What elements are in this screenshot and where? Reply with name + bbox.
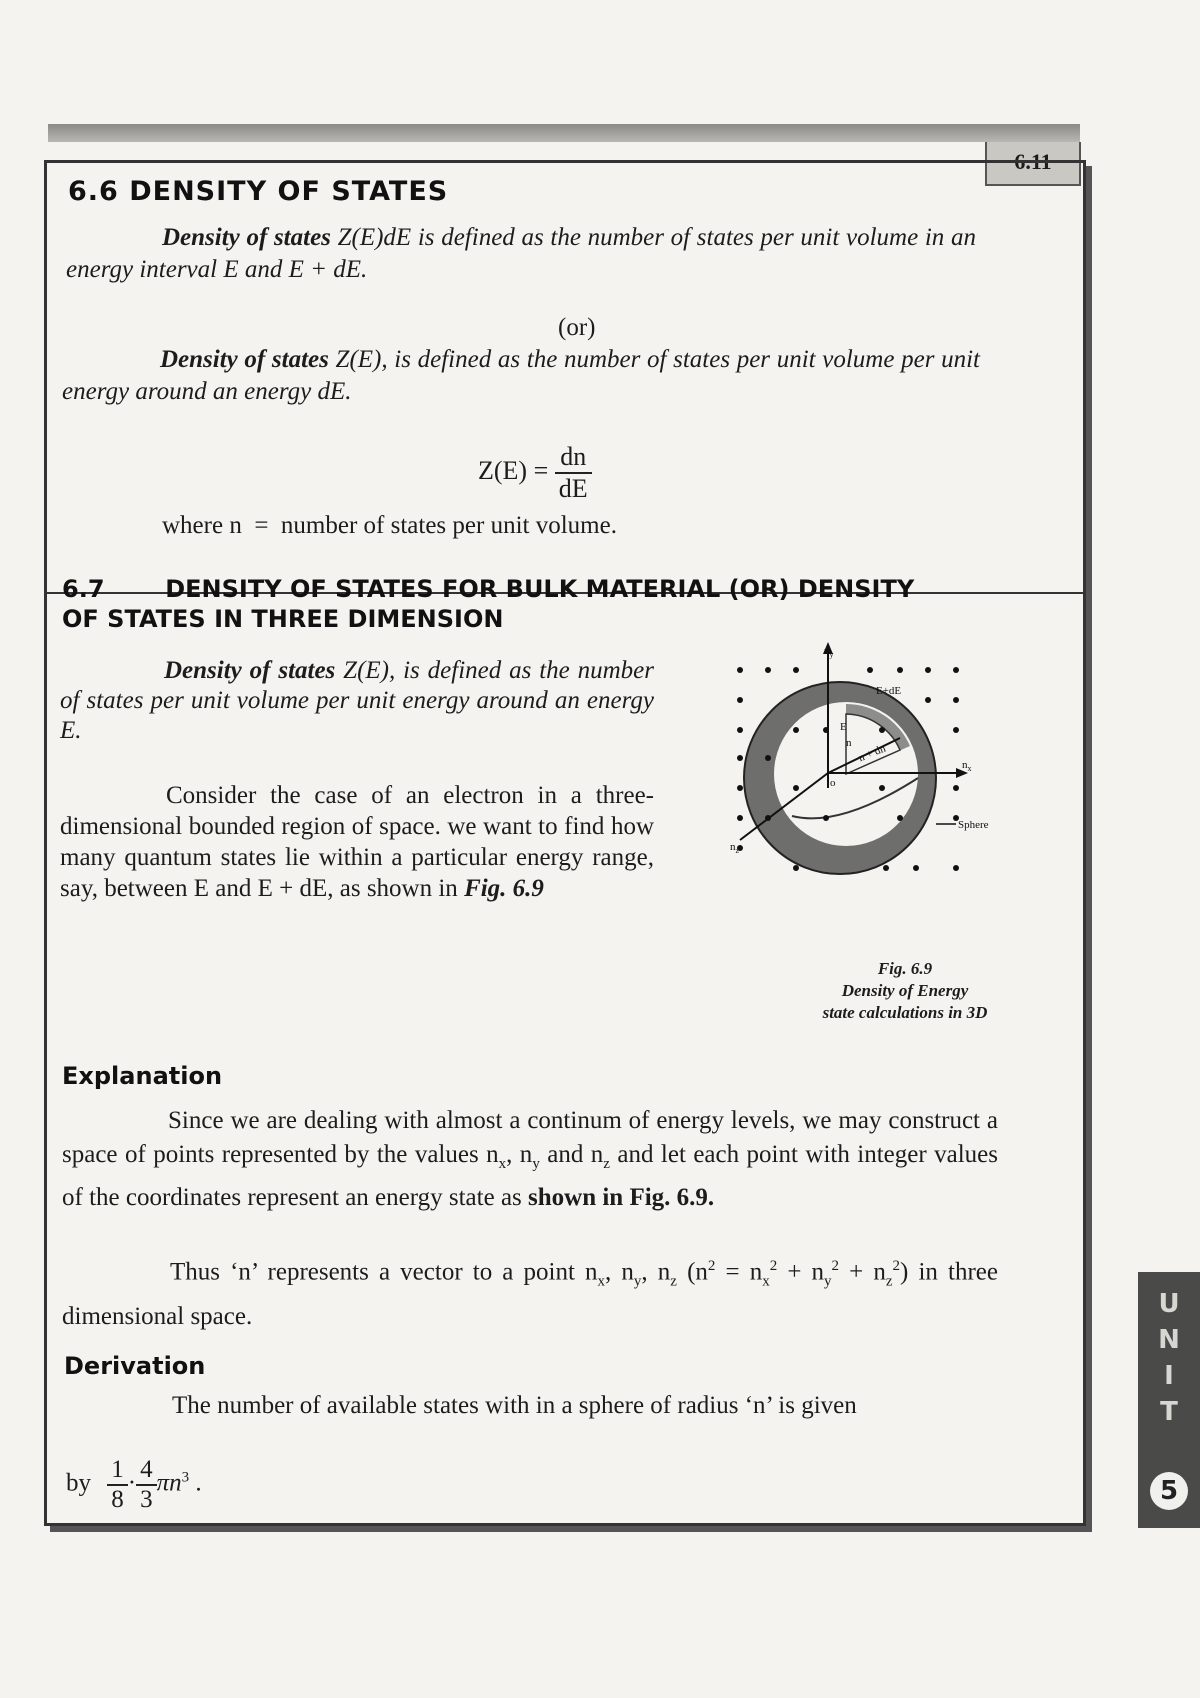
derivation-paragraph: The number of available states with in a sphere of radius ‘n’ is given <box>172 1392 857 1419</box>
definition-3: Density of states Z(E), is defined as the number of states per unit volume per unit energy around an energy E. <box>60 657 655 744</box>
label-e: E <box>840 721 847 733</box>
explanation-heading: Explanation <box>62 1062 223 1090</box>
consider-paragraph: Consider the case of an electron in a three-dimensional bounded region of space. we want to find how many quantum states lie within a particular energy range, say, between E and E + dE, as shown in Fig. 6.9 <box>60 782 654 902</box>
label-origin: o <box>830 777 836 789</box>
where-clause: where n = number of states per unit volume. <box>162 512 617 539</box>
label-nx: $n_x$ <box>962 759 972 773</box>
unit-side-tab: U N I T 5 <box>1138 1272 1200 1528</box>
eq-denominator: dE <box>558 474 588 503</box>
vector-paragraph: Thus ‘n’ represents a vector to a point $n_x$, $n_y$, $n_z$ $(n^2 = n_x^2 + n_y^2 + n_z^2)$ in three dimensional space. <box>62 1258 999 1331</box>
label-ny: $n_y$ <box>824 645 834 659</box>
label-sphere: Sphere <box>958 819 989 831</box>
density-equation: Z(E) = $\frac{dn}{dE}$ <box>478 442 592 504</box>
eq-numerator: dn <box>555 442 592 474</box>
page-number: 6.11 <box>985 142 1081 186</box>
figure-6-9 <box>700 628 1060 948</box>
definition-2: Density of states Z(E), is defined as the number of states per unit volume per unit energy around an energy dE. <box>62 346 980 405</box>
definition-1: Density of states Z(E)dE is defined as the number of states per unit volume in an energy interval E and E + dE. <box>66 224 976 283</box>
sphere-volume-expression: by $\frac{1}{8}$ · $\frac{4}{3}$ $\pi n^3$ . <box>66 1456 202 1513</box>
figure-caption: Fig. 6.9 Density of Energy state calculations in 3D <box>822 959 988 1022</box>
unit-number-badge: 5 <box>1150 1472 1188 1510</box>
or-separator: (or) <box>558 314 596 341</box>
section-6-7-heading: 6.7 DENSITY OF STATES FOR BULK MATERIAL (OR) DENSITY OF STATES IN THREE DIMENSION <box>62 575 915 633</box>
label-nz: $n_z$ <box>730 841 740 855</box>
label-e-plus-de: E+dE <box>876 685 902 697</box>
label-n-plus-dn: n + dn <box>856 742 888 765</box>
label-n: n <box>846 737 852 749</box>
section-6-6-heading: 6.6 DENSITY OF STATES <box>68 176 449 207</box>
derivation-heading: Derivation <box>64 1352 206 1380</box>
explanation-paragraph: Since we are dealing with almost a continum of energy levels, we may construct a space of points represented by the values $n_x$, $n_y$ and $n_z$ and let each point with integer values of the coordinates represent an energy state as shown in Fig. 6.9. <box>62 1107 998 1211</box>
page-header-bar <box>48 124 1080 142</box>
